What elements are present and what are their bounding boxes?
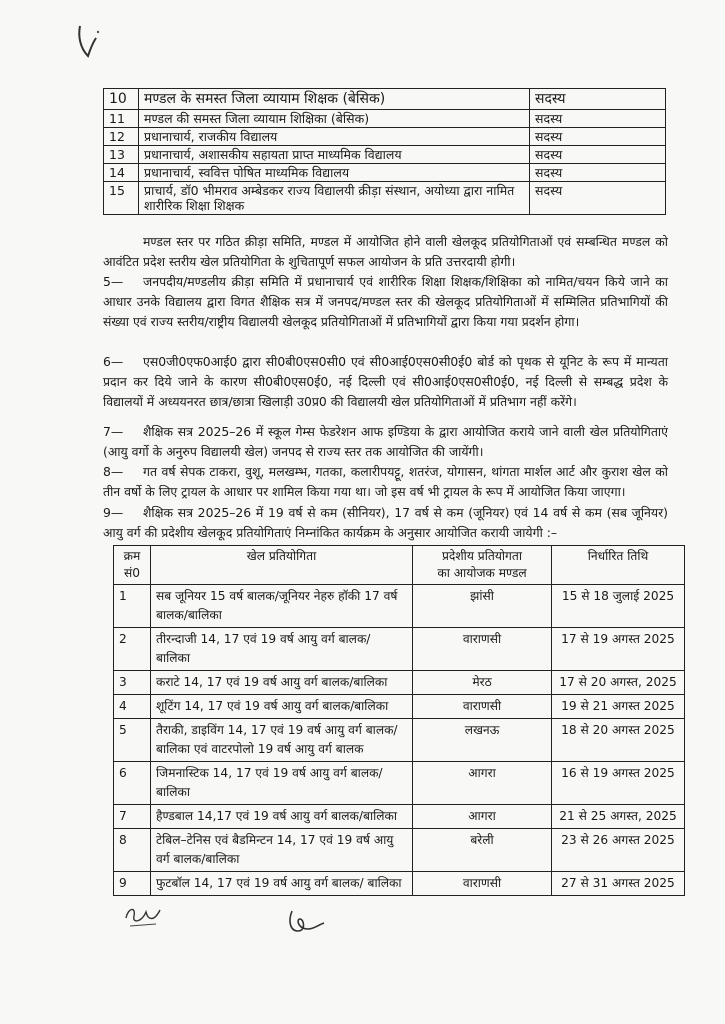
member-role: सदस्य xyxy=(530,110,666,128)
member-role: सदस्य xyxy=(530,164,666,182)
event-name: कराटे 14, 17 एवं 19 वर्ष आयु वर्ग बालक/बालिका xyxy=(151,671,413,695)
event-date: 17 से 19 अगस्त 2025 xyxy=(552,628,685,671)
header-serial: क्रम सं0 xyxy=(114,546,151,585)
signature-mark-left xyxy=(120,900,165,932)
paragraph-text: शैक्षिक सत्र 2025–26 में स्कूल गेम्स फेडरेशन आफ इण्डिया के द्वारा आयोजित कराये जाने वाली खेल प्रतियोगिताएं (आयु वर्गो के अनुरुप विद्यालयी खेल) जनपद से राज्य स्तर तक आयोजित की जायेंगी। xyxy=(103,424,668,459)
member-role: सदस्य xyxy=(530,89,666,110)
paragraph-7 xyxy=(103,422,668,462)
paragraph-5 xyxy=(103,272,668,332)
row-number: 11 xyxy=(104,110,139,128)
member-role: सदस्य xyxy=(530,128,666,146)
row-number: 7 xyxy=(114,805,151,829)
row-number: 4 xyxy=(114,695,151,719)
competition-schedule-table xyxy=(113,545,685,896)
row-number: 3 xyxy=(114,671,151,695)
paragraph-text: एस0जी0एफ0आई0 द्वारा सी0बी0एस0सी0 एवं सी0आई0एस0सी0ई0 बोर्ड को पृथक से यूनिट के रूप में मान्यता प्रदान कर दिये जाने के कारण सी0बी0एस0ई0, नई दिल्ली एवं सी0आई0एस0सी0ई0, नई दिल्ली से सम्बद्ध प्रदेश के विद्यालयों में अध्ययनरत छात्र/छात्रा खिलाड़ी उ0प्र0 की विद्यालयी खेल प्रतियोगिताओं में प्रतिभाग नहीं करेंगे। xyxy=(103,354,668,409)
table-row xyxy=(114,628,685,671)
host-division: वाराणसी xyxy=(413,628,552,671)
table-row xyxy=(114,872,685,896)
event-date: 17 से 20 अगस्त, 2025 xyxy=(552,671,685,695)
table-row xyxy=(114,671,685,695)
row-number: 15 xyxy=(104,182,139,215)
table-row xyxy=(114,762,685,805)
header-host: प्रदेशीय प्रतियोगता का आयोजक मण्डल xyxy=(413,546,552,585)
host-division: झांसी xyxy=(413,585,552,628)
member-designation: प्रधानाचार्य, स्ववित्त पोषित माध्यमिक विद्यालय xyxy=(139,164,530,182)
signature-mark-right xyxy=(284,905,329,939)
paragraph-text: शैक्षिक सत्र 2025–26 में 19 वर्ष से कम (सीनियर), 17 वर्ष से कम (जूनियर) एवं 14 वर्ष से कम (सब जूनियर) आयु वर्ग की प्रदेशीय खेलकूद प्रतियोगिताएं निम्नांकित कार्यक्रम के अनुसार आयोजित करायी जायेगी :– xyxy=(103,505,668,540)
table-row xyxy=(104,182,666,215)
event-name: तीरन्दाजी 14, 17 एवं 19 वर्ष आयु वर्ग बालक/ बालिका xyxy=(151,628,413,671)
paragraph-number: 7— xyxy=(103,424,124,439)
row-number: 5 xyxy=(114,719,151,762)
event-date: 16 से 19 अगस्त 2025 xyxy=(552,762,685,805)
table-header-row xyxy=(114,546,685,585)
host-division: आगरा xyxy=(413,762,552,805)
row-number: 13 xyxy=(104,146,139,164)
event-name: शूटिंग 14, 17 एवं 19 वर्ष आयु वर्ग बालक/बालिका xyxy=(151,695,413,719)
table-row xyxy=(114,805,685,829)
event-date: 23 से 26 अगस्त 2025 xyxy=(552,829,685,872)
committee-members-table xyxy=(103,88,666,215)
host-division: बरेली xyxy=(413,829,552,872)
table-row xyxy=(114,695,685,719)
event-name: फुटबॉल 14, 17 एवं 19 वर्ष आयु वर्ग बालक/ बालिका xyxy=(151,872,413,896)
paragraph-8 xyxy=(103,462,668,502)
member-role: सदस्य xyxy=(530,146,666,164)
event-date: 19 से 21 अगस्त 2025 xyxy=(552,695,685,719)
member-designation: मण्डल की समस्त जिला व्यायाम शिक्षिका (बेसिक) xyxy=(139,110,530,128)
event-name: तैराकी, डाइविंग 14, 17 एवं 19 वर्ष आयु वर्ग बालक/ बालिका एवं वाटरपोलो 19 वर्ष आयु वर्ग बालक xyxy=(151,719,413,762)
row-number: 2 xyxy=(114,628,151,671)
row-number: 1 xyxy=(114,585,151,628)
paragraph-9 xyxy=(103,503,668,543)
host-division: वाराणसी xyxy=(413,695,552,719)
table-row xyxy=(104,146,666,164)
row-number: 12 xyxy=(104,128,139,146)
member-designation: मण्डल के समस्त जिला व्यायाम शिक्षक (बेसिक) xyxy=(139,89,530,110)
row-number: 9 xyxy=(114,872,151,896)
row-number: 8 xyxy=(114,829,151,872)
paragraph-text: जनपदीय/मण्डलीय क्रीड़ा समिति में प्रधानाचार्य एवं शारीरिक शिक्षा शिक्षक/शिक्षिका को नामित/चयन किये जाने का आधार उनके विद्यालय द्वारा विगत शैक्षिक सत्र में जनपद/मण्डल स्तर की खेलकूद प्रतियोगिताओं में सम्मिलित प्रतिभागियों की संख्या एवं राज्य स्तरीय/राष्ट्रीय विद्यालयी खेलकूद प्रतियोगिताओं में प्रतिभागियों द्वारा किया गया प्रदर्शन होगा। xyxy=(103,274,668,329)
paragraph-number: 8— xyxy=(103,464,124,479)
table-row xyxy=(104,164,666,182)
table-row xyxy=(104,110,666,128)
scan-tick-mark xyxy=(74,22,104,62)
table-row xyxy=(114,719,685,762)
table-row xyxy=(104,128,666,146)
event-date: 18 से 20 अगस्त 2025 xyxy=(552,719,685,762)
member-role: सदस्य xyxy=(530,182,666,215)
paragraph-text: मण्डल स्तर पर गठित क्रीड़ा समिति, मण्डल में आयोजित होने वाली खेलकूद प्रतियोगिताओं एवं सम्बन्धित मण्डल को आवंटित प्रदेश स्तरीय खेल प्रतियोगिता के शुचितापूर्ण सफल आयोजन के प्रति उत्तरदायी होगी। xyxy=(103,234,668,269)
paragraph-number: 6— xyxy=(103,354,124,369)
host-division: लखनऊ xyxy=(413,719,552,762)
paragraph-number: 9— xyxy=(103,505,124,520)
header-event: खेल प्रतियोगिता xyxy=(151,546,413,585)
event-date: 15 से 18 जुलाई 2025 xyxy=(552,585,685,628)
host-division: आगरा xyxy=(413,805,552,829)
table-row xyxy=(114,829,685,872)
event-name: सब जूनियर 15 वर्ष बालक/जूनियर नेहरु हॉकी 17 वर्ष बालक/बालिका xyxy=(151,585,413,628)
row-number: 14 xyxy=(104,164,139,182)
paragraph-committee-responsibility xyxy=(103,232,668,272)
host-division: वाराणसी xyxy=(413,872,552,896)
table-row xyxy=(104,89,666,110)
header-date: निर्धारित तिथि xyxy=(552,546,685,585)
member-designation: प्रधानाचार्य, अशासकीय सहायता प्राप्त माध्यमिक विद्यालय xyxy=(139,146,530,164)
event-name: हैण्डबाल 14,17 एवं 19 वर्ष आयु वर्ग बालक/बालिका xyxy=(151,805,413,829)
table-row xyxy=(114,585,685,628)
member-designation: प्रधानाचार्य, राजकीय विद्यालय xyxy=(139,128,530,146)
event-name: जिमनास्टिक 14, 17 एवं 19 वर्ष आयु वर्ग बालक/ बालिका xyxy=(151,762,413,805)
paragraph-6 xyxy=(103,352,668,412)
member-designation: प्राचार्य, डॉ0 भीमराव अम्बेडकर राज्य विद्यालयी क्रीड़ा संस्थान, अयोध्या द्वारा नामित शारीरिक शिक्षा शिक्षक xyxy=(139,182,530,215)
row-number: 10 xyxy=(104,89,139,110)
event-date: 21 से 25 अगस्त, 2025 xyxy=(552,805,685,829)
event-date: 27 से 31 अगस्त 2025 xyxy=(552,872,685,896)
row-number: 6 xyxy=(114,762,151,805)
event-name: टेबिल–टेनिस एवं बैडमिन्टन 14, 17 एवं 19 वर्ष आयु वर्ग बालक/बालिका xyxy=(151,829,413,872)
host-division: मेरठ xyxy=(413,671,552,695)
paragraph-text: गत वर्ष सेपक टाकरा, वुशू, मलखम्भ, गतका, कलारीपयट्टू, शतरंज, योगासन, थांगता मार्शल आर्ट और कुराश खेल को तीन वर्षो के लिए ट्रायल के आधार पर शामिल किया गया था। जो इस वर्ष भी ट्रायल के रूप में आयोजित किया जाएगा। xyxy=(103,464,668,499)
paragraph-number: 5— xyxy=(103,274,124,289)
